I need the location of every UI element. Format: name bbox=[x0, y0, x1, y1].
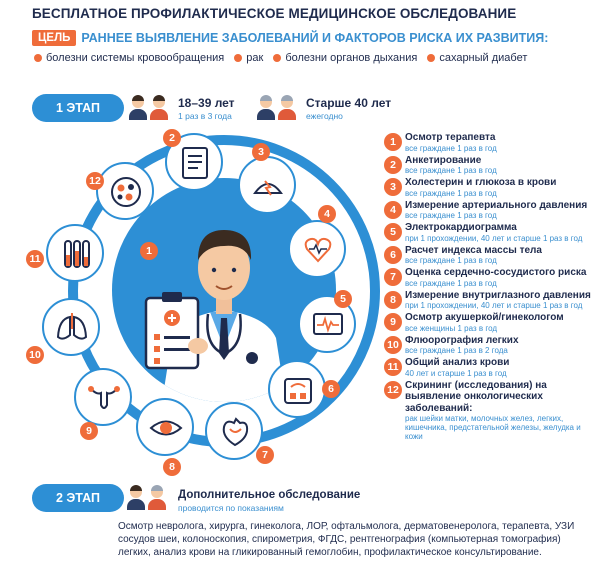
list-item bbox=[384, 177, 596, 198]
exam-title: Оценка сердечно-сосудистого риска bbox=[405, 267, 587, 278]
stage2-badge: 2 ЭТАП bbox=[32, 484, 124, 512]
disease-item bbox=[34, 52, 224, 64]
list-item bbox=[384, 222, 596, 243]
exam-list bbox=[384, 132, 596, 443]
exam-frequency: рак шейки матки, молочных желез, легких, кишечника, предстательной железы, желудка и кожи bbox=[405, 414, 581, 441]
exam-frequency: все граждане 1 раз в год bbox=[405, 278, 497, 288]
diseases-list bbox=[34, 52, 537, 64]
list-item bbox=[384, 357, 596, 378]
exam-node-blood-pressure bbox=[288, 220, 346, 278]
exam-frequency: все женщины 1 раз в год bbox=[405, 323, 498, 333]
list-item bbox=[384, 380, 596, 442]
uterus-icon bbox=[85, 379, 123, 417]
exam-number-badge: 1 bbox=[384, 133, 402, 151]
list-item bbox=[384, 267, 596, 288]
exam-title: Электрокардиограмма bbox=[405, 222, 517, 233]
exam-frequency: все граждане 1 раз в год bbox=[405, 188, 497, 198]
questionnaire-icon bbox=[176, 144, 214, 182]
list-item bbox=[384, 132, 596, 153]
exam-frequency: все граждане 1 раз в год bbox=[405, 256, 497, 265]
stage1-badge: 1 ЭТАП bbox=[32, 94, 124, 122]
exam-number-badge: 4 bbox=[384, 201, 402, 219]
disease-label: рак bbox=[246, 52, 264, 64]
exam-title: Измерение внутриглазного давления bbox=[405, 289, 591, 301]
exam-number-badge: 2 bbox=[384, 156, 402, 174]
exam-number-badge: 12 bbox=[384, 381, 402, 399]
eye-icon bbox=[147, 409, 185, 447]
exam-frequency: все граждане 1 раз в 2 года bbox=[405, 346, 508, 355]
exam-title: Измерение артериального давления bbox=[405, 199, 588, 211]
page-title: БЕСПЛАТНОЕ ПРОФИЛАКТИЧЕСКОЕ МЕДИЦИНСКОЕ ОБСЛЕДОВАНИЕ bbox=[32, 6, 517, 21]
exam-number-badge: 6 bbox=[384, 246, 402, 264]
exam-number-badge: 10 bbox=[384, 336, 402, 354]
exam-number-badge: 8 bbox=[384, 291, 402, 309]
exam-number-badge: 10 bbox=[26, 346, 44, 364]
age-young-freq: 1 раз в 3 года bbox=[178, 111, 232, 121]
exam-title: Осмотр терапевта bbox=[405, 132, 496, 143]
heart-pressure-icon bbox=[299, 231, 337, 269]
heart-organ-icon bbox=[216, 413, 254, 451]
disease-label: болезни системы кровообращения bbox=[46, 52, 225, 64]
stage2-description: Осмотр невролога, хирурга, гинеколога, ЛОР, офтальмолога, дерматовенеролога, терапевта, УЗИ сосудов шеи, колоноскопия, спирометрия, ФГДС, рентгенография (компьютерная томография) легких, анализ крови на гликированный гемоглобин, профилактическое консультирование. bbox=[118, 521, 575, 558]
people-icon bbox=[126, 486, 168, 510]
exam-title: Общий анализ крови bbox=[405, 357, 510, 368]
exam-node-bmi bbox=[268, 360, 326, 418]
disease-label: сахарный диабет bbox=[439, 52, 528, 64]
lungs-icon bbox=[53, 309, 91, 347]
exam-title: Скрининг (исследования) на выявление онкологических заболеваний: bbox=[405, 379, 547, 414]
disease-item bbox=[273, 52, 417, 64]
stage2-title: Дополнительное обследование bbox=[178, 489, 361, 501]
exam-title: Расчет индекса массы тела bbox=[405, 244, 542, 256]
exam-number-badge: 7 bbox=[384, 268, 402, 286]
exam-frequency: все граждане 1 раз в год bbox=[405, 143, 497, 153]
exam-node-fluorography bbox=[42, 298, 100, 356]
age-old-label: Старше 40 лет bbox=[306, 96, 392, 110]
young-people-icon bbox=[128, 96, 170, 120]
exam-number-badge: 12 bbox=[86, 172, 104, 190]
exam-title: Осмотр акушеркой/гинекологом bbox=[405, 312, 564, 323]
exam-number-badge: 9 bbox=[80, 422, 98, 440]
cells-icon bbox=[107, 173, 145, 211]
bullet-icon bbox=[234, 54, 242, 62]
list-item bbox=[384, 155, 596, 176]
list-item bbox=[384, 335, 596, 356]
exam-number-badge: 11 bbox=[384, 358, 402, 376]
list-item bbox=[384, 312, 596, 333]
exam-frequency: все граждане 1 раз в год bbox=[405, 166, 497, 175]
exam-number-badge: 6 bbox=[322, 380, 340, 398]
exam-number-badge: 5 bbox=[334, 290, 352, 308]
exam-number-badge: 9 bbox=[384, 313, 402, 331]
exam-title: Холестерин и глюкоза в крови bbox=[405, 177, 557, 188]
exam-node-blood-test bbox=[238, 156, 296, 214]
exam-frequency: 40 лет и старше 1 раз в год bbox=[405, 368, 507, 378]
list-item bbox=[384, 200, 596, 221]
exam-node-eye-pressure bbox=[136, 398, 194, 456]
exam-number-badge: 4 bbox=[318, 205, 336, 223]
bullet-icon bbox=[427, 54, 435, 62]
list-item bbox=[384, 245, 596, 266]
blood-analysis-icon bbox=[249, 167, 287, 205]
exam-frequency: все граждане 1 раз в год bbox=[405, 211, 497, 220]
exam-node-screening bbox=[96, 162, 154, 220]
exam-number-badge: 3 bbox=[252, 143, 270, 161]
exam-title: Анкетирование bbox=[405, 154, 482, 166]
goal-badge: ЦЕЛЬ bbox=[32, 30, 76, 46]
exam-number-badge: 11 bbox=[26, 250, 44, 268]
ecg-icon bbox=[309, 306, 347, 344]
stage2-subtitle: проводится по показаниям bbox=[178, 503, 284, 513]
exam-number-badge: 3 bbox=[384, 178, 402, 196]
exam-number-badge: 7 bbox=[256, 446, 274, 464]
exam-node-blood-analysis bbox=[46, 224, 104, 282]
disease-item bbox=[234, 52, 263, 64]
disease-label: болезни органов дыхания bbox=[285, 52, 418, 64]
list-item bbox=[384, 290, 596, 311]
exam-frequency: при 1 прохождении, 40 лет и старше 1 раз в год bbox=[405, 301, 583, 310]
age-young-label: 18–39 лет bbox=[178, 96, 235, 110]
exam-node-gynecologist bbox=[74, 368, 132, 426]
goal-row bbox=[32, 30, 548, 46]
exam-number-badge: 5 bbox=[384, 223, 402, 241]
goal-text: РАННЕЕ ВЫЯВЛЕНИЕ ЗАБОЛЕВАНИЙ И ФАКТОРОВ РИСКА ИХ РАЗВИТИЯ: bbox=[81, 31, 549, 45]
age-old-freq: ежегодно bbox=[306, 111, 343, 121]
disease-item bbox=[427, 52, 527, 64]
scale-icon bbox=[279, 371, 317, 409]
exam-node-cardio-risk bbox=[205, 402, 263, 460]
bullet-icon bbox=[34, 54, 42, 62]
exam-title: Флюорография легких bbox=[405, 334, 519, 346]
exam-number-badge: 1 bbox=[140, 242, 158, 260]
exam-number-badge: 8 bbox=[163, 458, 181, 476]
exam-number-badge: 2 bbox=[163, 129, 181, 147]
test-tubes-icon bbox=[57, 235, 95, 273]
exam-frequency: при 1 прохождении, 40 лет и старше 1 раз в год bbox=[405, 233, 583, 243]
bullet-icon bbox=[273, 54, 281, 62]
older-people-icon bbox=[256, 96, 298, 120]
